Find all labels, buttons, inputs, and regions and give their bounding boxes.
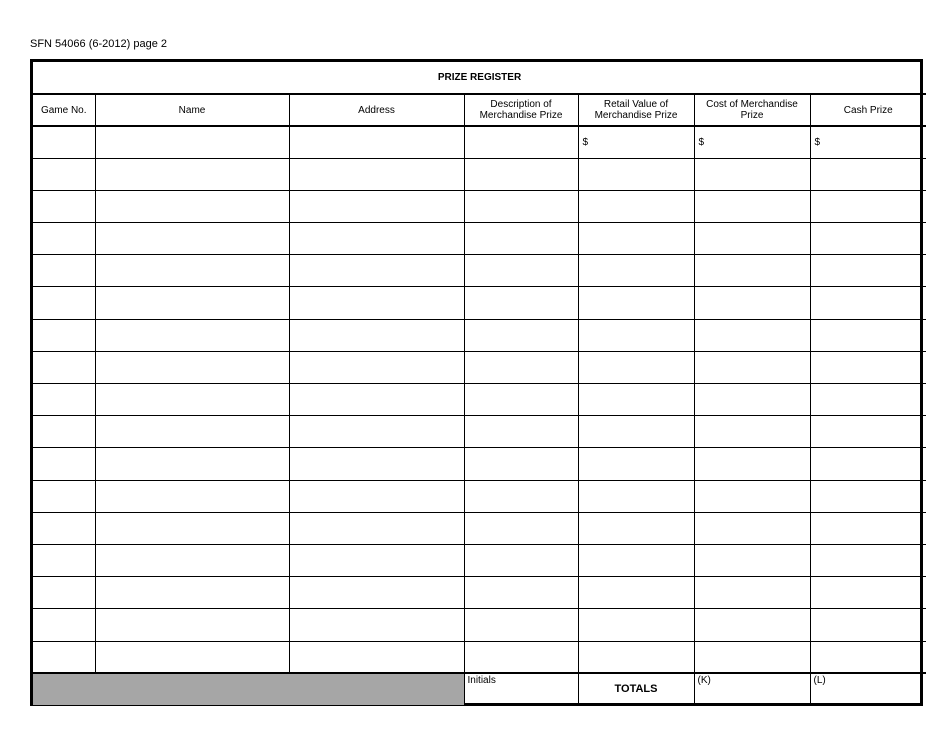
table-row	[33, 544, 926, 576]
table-row	[33, 577, 926, 609]
cell-game-no[interactable]	[33, 416, 95, 448]
cell-game-no[interactable]	[33, 223, 95, 255]
cell-game-no[interactable]	[33, 384, 95, 416]
cell-description[interactable]	[464, 609, 578, 641]
cell-cash-prize[interactable]	[810, 480, 926, 512]
cell-cash-prize[interactable]	[810, 577, 926, 609]
total-l-label: (L)	[813, 675, 826, 687]
cell-description[interactable]	[464, 448, 578, 480]
cell-cash-prize[interactable]	[810, 512, 926, 544]
cell-description[interactable]	[464, 158, 578, 190]
cell-retail-value[interactable]	[578, 319, 694, 351]
column-header-cash-prize: Cash Prize	[810, 94, 926, 126]
cell-game-no[interactable]	[33, 287, 95, 319]
cell-name[interactable]	[95, 223, 289, 255]
table-row	[33, 126, 926, 158]
column-header-game-no: Game No.	[33, 94, 95, 126]
cell-retail-value[interactable]	[578, 480, 694, 512]
cell-address[interactable]	[289, 223, 464, 255]
cell-name[interactable]	[95, 544, 289, 576]
table-row	[33, 641, 926, 673]
cell-address[interactable]	[289, 351, 464, 383]
cell-game-no[interactable]	[33, 126, 95, 158]
cell-cost[interactable]	[694, 223, 810, 255]
totals-label: TOTALS	[614, 683, 658, 696]
cell-address[interactable]	[289, 190, 464, 222]
cell-name[interactable]	[95, 319, 289, 351]
cell-description[interactable]	[464, 480, 578, 512]
cell-address[interactable]	[289, 544, 464, 576]
currency-symbol: $	[698, 136, 705, 148]
table-row	[33, 255, 926, 287]
cell-name[interactable]	[95, 158, 289, 190]
cell-cost[interactable]	[694, 384, 810, 416]
cell-retail-value[interactable]	[578, 223, 694, 255]
cell-address[interactable]	[289, 287, 464, 319]
cell-retail-value[interactable]	[578, 641, 694, 673]
total-l-field[interactable]	[810, 673, 926, 705]
cell-cost[interactable]	[694, 319, 810, 351]
total-k-field[interactable]	[694, 673, 810, 705]
cell-cash-prize[interactable]	[810, 255, 926, 287]
cell-retail-value[interactable]	[578, 158, 694, 190]
table-row	[33, 480, 926, 512]
cell-cost[interactable]	[694, 416, 810, 448]
cell-game-no[interactable]	[33, 255, 95, 287]
table-title: PRIZE REGISTER	[33, 62, 926, 94]
table-row	[33, 158, 926, 190]
cell-name[interactable]	[95, 577, 289, 609]
cell-game-no[interactable]	[33, 512, 95, 544]
cell-cash-prize[interactable]	[810, 190, 926, 222]
cell-address[interactable]	[289, 577, 464, 609]
cell-name[interactable]	[95, 480, 289, 512]
cell-retail-value[interactable]	[578, 384, 694, 416]
initials-field[interactable]	[464, 673, 578, 705]
cell-retail-value[interactable]	[578, 577, 694, 609]
cell-retail-value[interactable]	[578, 190, 694, 222]
cell-retail-value[interactable]	[578, 512, 694, 544]
cell-cash-prize[interactable]	[810, 416, 926, 448]
currency-symbol: $	[814, 136, 821, 148]
cell-description[interactable]	[464, 190, 578, 222]
form-id: SFN 54066 (6-2012) page 2	[30, 38, 167, 50]
cell-retail-value[interactable]	[578, 287, 694, 319]
cell-name[interactable]	[95, 384, 289, 416]
cell-address[interactable]	[289, 448, 464, 480]
cell-description[interactable]	[464, 319, 578, 351]
cell-name[interactable]	[95, 126, 289, 158]
cell-retail-value[interactable]	[578, 448, 694, 480]
cell-address[interactable]	[289, 416, 464, 448]
cell-description[interactable]	[464, 287, 578, 319]
cell-cost[interactable]	[694, 158, 810, 190]
cell-retail-value[interactable]	[578, 416, 694, 448]
prize-register-table	[30, 59, 923, 706]
cell-description[interactable]	[464, 384, 578, 416]
cell-address[interactable]	[289, 641, 464, 673]
cell-name[interactable]	[95, 351, 289, 383]
cell-game-no[interactable]	[33, 351, 95, 383]
column-header-retail-value: Retail Value of Merchandise Prize	[578, 94, 694, 126]
cell-address[interactable]	[289, 512, 464, 544]
cell-name[interactable]	[95, 641, 289, 673]
cell-cost[interactable]	[694, 448, 810, 480]
cell-address[interactable]	[289, 255, 464, 287]
cell-game-no[interactable]	[33, 190, 95, 222]
table-row	[33, 448, 926, 480]
cell-cash-prize[interactable]	[810, 223, 926, 255]
cell-cost[interactable]	[694, 609, 810, 641]
cell-name[interactable]	[95, 190, 289, 222]
total-k-label: (K)	[697, 675, 711, 687]
totals-label-cell	[578, 673, 694, 705]
cell-cost[interactable]	[694, 287, 810, 319]
cell-game-no[interactable]	[33, 609, 95, 641]
cell-description[interactable]	[464, 126, 578, 158]
cell-description[interactable]	[464, 223, 578, 255]
cell-game-no[interactable]	[33, 641, 95, 673]
cell-name[interactable]	[95, 512, 289, 544]
cell-cost[interactable]	[694, 512, 810, 544]
cell-name[interactable]	[95, 416, 289, 448]
cell-retail-value[interactable]	[578, 351, 694, 383]
cell-cash-prize[interactable]	[810, 287, 926, 319]
cell-cost[interactable]	[694, 641, 810, 673]
table-row	[33, 351, 926, 383]
table-row	[33, 512, 926, 544]
cell-cost[interactable]	[694, 190, 810, 222]
cell-cost[interactable]	[694, 351, 810, 383]
cell-cash-prize[interactable]	[810, 448, 926, 480]
cell-description[interactable]	[464, 351, 578, 383]
cell-description[interactable]	[464, 512, 578, 544]
cell-cost[interactable]	[694, 480, 810, 512]
cell-description[interactable]	[464, 641, 578, 673]
cell-retail-value[interactable]	[578, 544, 694, 576]
register-rows	[33, 126, 926, 673]
cell-game-no[interactable]	[33, 319, 95, 351]
cell-address[interactable]	[289, 609, 464, 641]
table-row	[33, 319, 926, 351]
cell-cost[interactable]	[694, 126, 810, 158]
table-row	[33, 223, 926, 255]
table-row	[33, 287, 926, 319]
cell-description[interactable]	[464, 416, 578, 448]
column-header-description: Description of Merchandise Prize	[464, 94, 578, 126]
cell-name[interactable]	[95, 287, 289, 319]
cell-game-no[interactable]	[33, 158, 95, 190]
table-row	[33, 190, 926, 222]
cell-cash-prize[interactable]	[810, 126, 926, 158]
cell-name[interactable]	[95, 448, 289, 480]
cell-description[interactable]	[464, 577, 578, 609]
cell-game-no[interactable]	[33, 577, 95, 609]
cell-cash-prize[interactable]	[810, 384, 926, 416]
cell-game-no[interactable]	[33, 544, 95, 576]
cell-cost[interactable]	[694, 255, 810, 287]
cell-game-no[interactable]	[33, 480, 95, 512]
cell-address[interactable]	[289, 480, 464, 512]
cell-name[interactable]	[95, 255, 289, 287]
column-header-address: Address	[289, 94, 464, 126]
cell-description[interactable]	[464, 255, 578, 287]
cell-address[interactable]	[289, 126, 464, 158]
cell-cost[interactable]	[694, 544, 810, 576]
cell-address[interactable]	[289, 384, 464, 416]
table-row	[33, 384, 926, 416]
cell-name[interactable]	[95, 609, 289, 641]
cell-retail-value[interactable]	[578, 126, 694, 158]
column-header-name: Name	[95, 94, 289, 126]
cell-cash-prize[interactable]	[810, 319, 926, 351]
table-row	[33, 416, 926, 448]
shaded-area	[33, 673, 464, 705]
cell-cash-prize[interactable]	[810, 544, 926, 576]
currency-symbol: $	[582, 136, 589, 148]
cell-address[interactable]	[289, 319, 464, 351]
initials-label: Initials	[467, 675, 496, 687]
cell-retail-value[interactable]	[578, 609, 694, 641]
cell-address[interactable]	[289, 158, 464, 190]
column-header-cost: Cost of Merchandise Prize	[694, 94, 810, 126]
table-row	[33, 609, 926, 641]
cell-cost[interactable]	[694, 577, 810, 609]
cell-cash-prize[interactable]	[810, 351, 926, 383]
cell-game-no[interactable]	[33, 448, 95, 480]
cell-description[interactable]	[464, 544, 578, 576]
cell-cash-prize[interactable]	[810, 158, 926, 190]
cell-retail-value[interactable]	[578, 255, 694, 287]
cell-cash-prize[interactable]	[810, 641, 926, 673]
cell-cash-prize[interactable]	[810, 609, 926, 641]
